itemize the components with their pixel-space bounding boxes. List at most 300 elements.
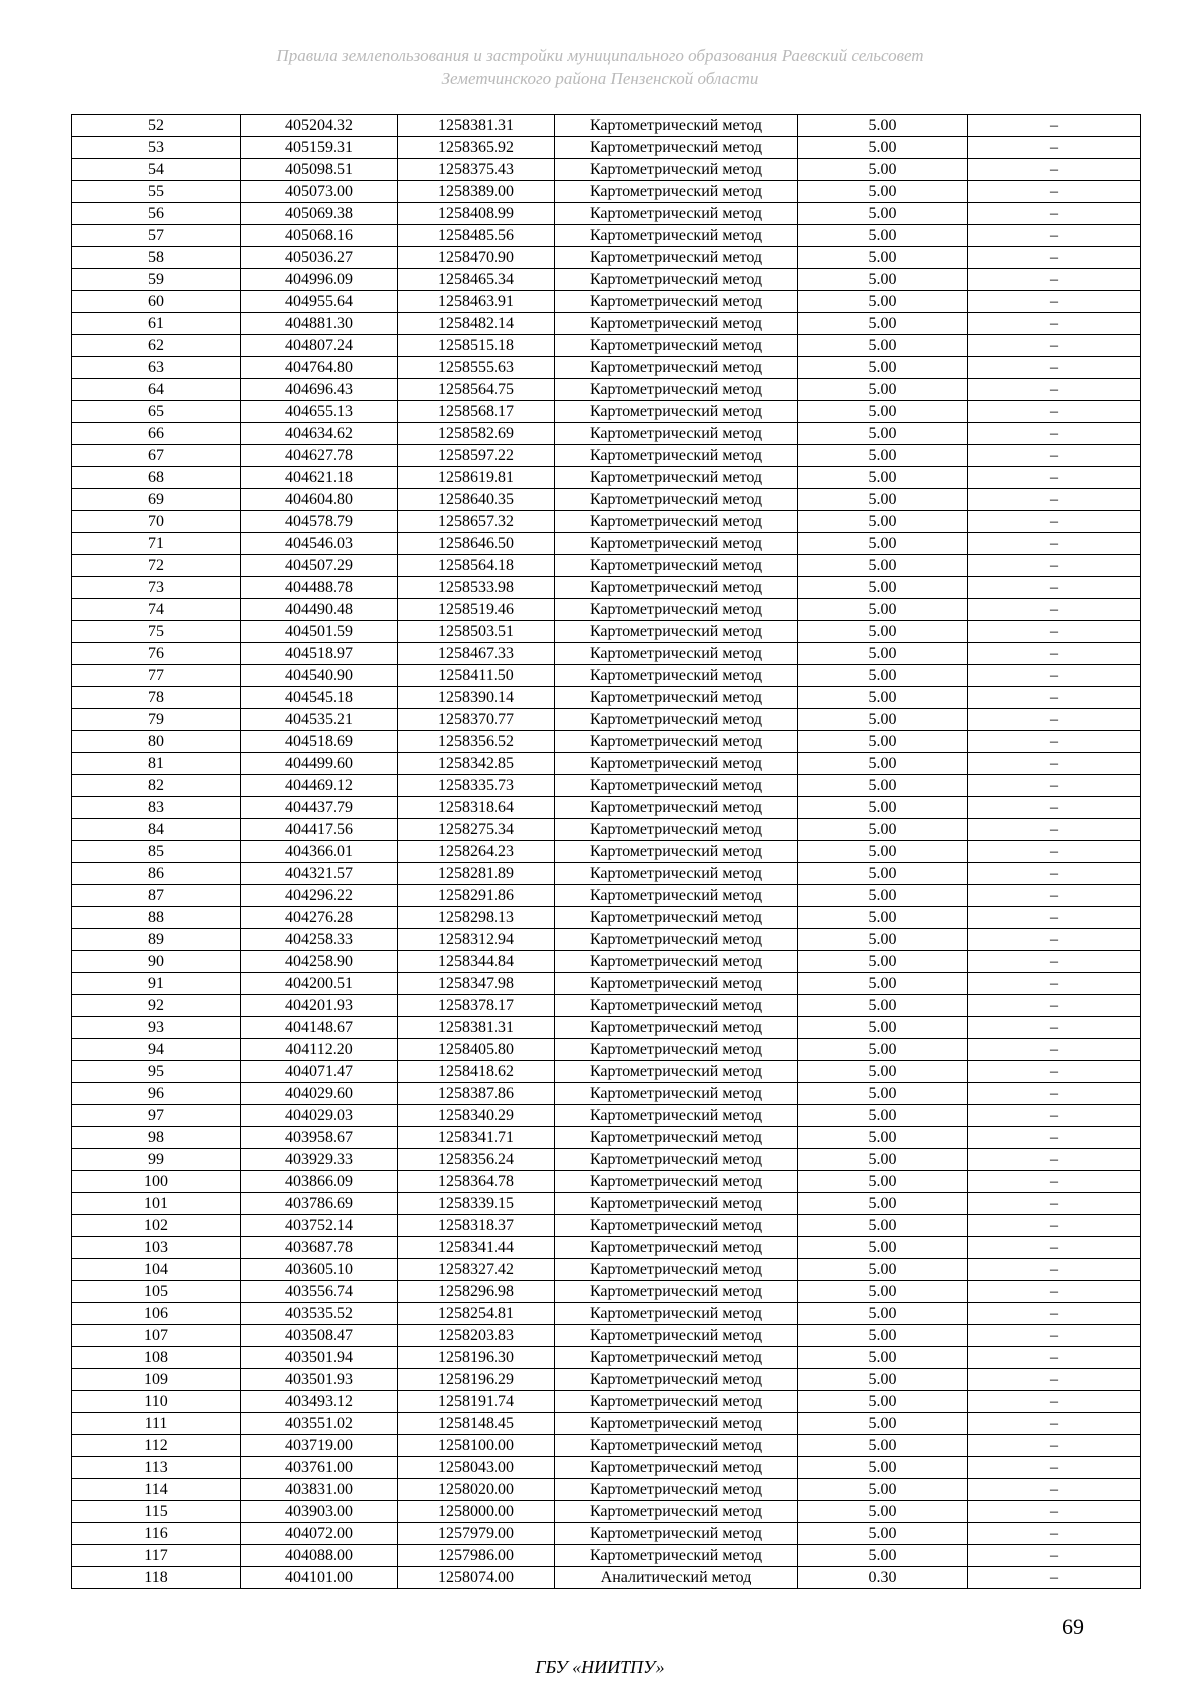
coordinates-table [71,114,1141,1589]
x-coordinate-cell: 404518.69 [241,731,398,753]
x-coordinate-cell: 403551.02 [241,1413,398,1435]
y-coordinate-cell: 1258564.18 [398,555,555,577]
table-row [72,1479,1141,1501]
accuracy-cell: 5.00 [798,335,968,357]
table-row [72,973,1141,995]
point-number-cell: 114 [72,1479,241,1501]
accuracy-cell: 5.00 [798,379,968,401]
point-number-cell: 65 [72,401,241,423]
method-cell: Картометрический метод [555,1325,798,1347]
table-row [72,1281,1141,1303]
x-coordinate-cell: 404501.59 [241,621,398,643]
table-row [72,1303,1141,1325]
table-row [72,709,1141,731]
y-coordinate-cell: 1258275.34 [398,819,555,841]
note-cell: – [968,1127,1141,1149]
x-coordinate-cell: 404604.80 [241,489,398,511]
x-coordinate-cell: 403929.33 [241,1149,398,1171]
y-coordinate-cell: 1258582.69 [398,423,555,445]
accuracy-cell: 5.00 [798,1105,968,1127]
accuracy-cell: 5.00 [798,1391,968,1413]
x-coordinate-cell: 403687.78 [241,1237,398,1259]
y-coordinate-cell: 1258100.00 [398,1435,555,1457]
x-coordinate-cell: 404655.13 [241,401,398,423]
method-cell: Картометрический метод [555,533,798,555]
y-coordinate-cell: 1258467.33 [398,643,555,665]
method-cell: Картометрический метод [555,1281,798,1303]
x-coordinate-cell: 404696.43 [241,379,398,401]
accuracy-cell: 5.00 [798,511,968,533]
table-row [72,1413,1141,1435]
method-cell: Картометрический метод [555,1501,798,1523]
method-cell: Картометрический метод [555,1457,798,1479]
table-row [72,1545,1141,1567]
x-coordinate-cell: 404276.28 [241,907,398,929]
x-coordinate-cell: 404201.93 [241,995,398,1017]
point-number-cell: 103 [72,1237,241,1259]
accuracy-cell: 5.00 [798,1039,968,1061]
x-coordinate-cell: 403719.00 [241,1435,398,1457]
point-number-cell: 80 [72,731,241,753]
point-number-cell: 118 [72,1567,241,1589]
method-cell: Картометрический метод [555,709,798,731]
accuracy-cell: 5.00 [798,1413,968,1435]
accuracy-cell: 5.00 [798,1545,968,1567]
x-coordinate-cell: 404366.01 [241,841,398,863]
table-row [72,1083,1141,1105]
table-row [72,137,1141,159]
table-row [72,643,1141,665]
y-coordinate-cell: 1258340.29 [398,1105,555,1127]
x-coordinate-cell: 403493.12 [241,1391,398,1413]
y-coordinate-cell: 1258318.37 [398,1215,555,1237]
note-cell: – [968,885,1141,907]
table-row [72,841,1141,863]
method-cell: Картометрический метод [555,1039,798,1061]
table-row [72,1193,1141,1215]
note-cell: – [968,1171,1141,1193]
table-row [72,181,1141,203]
table-row [72,489,1141,511]
y-coordinate-cell: 1258533.98 [398,577,555,599]
method-cell: Картометрический метод [555,665,798,687]
page-footer: ГБУ «НИИТПУ» [535,1657,665,1677]
method-cell: Картометрический метод [555,489,798,511]
point-number-cell: 104 [72,1259,241,1281]
x-coordinate-cell: 404507.29 [241,555,398,577]
accuracy-cell: 5.00 [798,885,968,907]
table-row [72,1523,1141,1545]
accuracy-cell: 5.00 [798,731,968,753]
accuracy-cell: 5.00 [798,1237,968,1259]
note-cell: – [968,335,1141,357]
y-coordinate-cell: 1258564.75 [398,379,555,401]
x-coordinate-cell: 404437.79 [241,797,398,819]
point-number-cell: 89 [72,929,241,951]
table-row [72,379,1141,401]
note-cell: – [968,621,1141,643]
y-coordinate-cell: 1257986.00 [398,1545,555,1567]
accuracy-cell: 5.00 [798,1061,968,1083]
y-coordinate-cell: 1258264.23 [398,841,555,863]
point-number-cell: 101 [72,1193,241,1215]
point-number-cell: 62 [72,335,241,357]
table-row [72,533,1141,555]
point-number-cell: 94 [72,1039,241,1061]
x-coordinate-cell: 404540.90 [241,665,398,687]
y-coordinate-cell: 1258296.98 [398,1281,555,1303]
accuracy-cell: 5.00 [798,973,968,995]
table-row [72,225,1141,247]
method-cell: Картометрический метод [555,929,798,951]
y-coordinate-cell: 1258000.00 [398,1501,555,1523]
x-coordinate-cell: 405069.38 [241,203,398,225]
accuracy-cell: 5.00 [798,1325,968,1347]
method-cell: Картометрический метод [555,467,798,489]
table-row [72,929,1141,951]
note-cell: – [968,1567,1141,1589]
table-row [72,555,1141,577]
accuracy-cell: 5.00 [798,643,968,665]
table-row [72,753,1141,775]
method-cell: Картометрический метод [555,203,798,225]
accuracy-cell: 5.00 [798,115,968,137]
y-coordinate-cell: 1258291.86 [398,885,555,907]
note-cell: – [968,247,1141,269]
accuracy-cell: 5.00 [798,159,968,181]
x-coordinate-cell: 404200.51 [241,973,398,995]
note-cell: – [968,313,1141,335]
accuracy-cell: 5.00 [798,247,968,269]
x-coordinate-cell: 404088.00 [241,1545,398,1567]
table-row [72,1061,1141,1083]
accuracy-cell: 5.00 [798,1303,968,1325]
table-row [72,599,1141,621]
accuracy-cell: 5.00 [798,203,968,225]
accuracy-cell: 5.00 [798,269,968,291]
method-cell: Картометрический метод [555,819,798,841]
table-row [72,1501,1141,1523]
table-row [72,313,1141,335]
x-coordinate-cell: 405036.27 [241,247,398,269]
accuracy-cell: 5.00 [798,621,968,643]
point-number-cell: 77 [72,665,241,687]
y-coordinate-cell: 1258503.51 [398,621,555,643]
point-number-cell: 88 [72,907,241,929]
x-coordinate-cell: 404101.00 [241,1567,398,1589]
point-number-cell: 97 [72,1105,241,1127]
method-cell: Картометрический метод [555,907,798,929]
note-cell: – [968,1105,1141,1127]
method-cell: Картометрический метод [555,335,798,357]
y-coordinate-cell: 1258657.32 [398,511,555,533]
y-coordinate-cell: 1258519.46 [398,599,555,621]
method-cell: Картометрический метод [555,181,798,203]
note-cell: – [968,489,1141,511]
point-number-cell: 84 [72,819,241,841]
table-row [72,1127,1141,1149]
point-number-cell: 60 [72,291,241,313]
note-cell: – [968,115,1141,137]
method-cell: Картометрический метод [555,159,798,181]
table-row [72,467,1141,489]
accuracy-cell: 5.00 [798,401,968,423]
table-row [72,863,1141,885]
y-coordinate-cell: 1258370.77 [398,709,555,731]
method-cell: Картометрический метод [555,731,798,753]
method-cell: Картометрический метод [555,885,798,907]
accuracy-cell: 5.00 [798,181,968,203]
point-number-cell: 99 [72,1149,241,1171]
table-row [72,797,1141,819]
accuracy-cell: 5.00 [798,137,968,159]
accuracy-cell: 5.00 [798,1457,968,1479]
note-cell: – [968,225,1141,247]
accuracy-cell: 5.00 [798,775,968,797]
x-coordinate-cell: 403903.00 [241,1501,398,1523]
method-cell: Картометрический метод [555,269,798,291]
method-cell: Картометрический метод [555,1193,798,1215]
table-row [72,907,1141,929]
accuracy-cell: 5.00 [798,577,968,599]
method-cell: Картометрический метод [555,1171,798,1193]
x-coordinate-cell: 405068.16 [241,225,398,247]
method-cell: Картометрический метод [555,951,798,973]
accuracy-cell: 5.00 [798,753,968,775]
table-row [72,115,1141,137]
accuracy-cell: 5.00 [798,1369,968,1391]
accuracy-cell: 5.00 [798,291,968,313]
x-coordinate-cell: 404545.18 [241,687,398,709]
method-cell: Картометрический метод [555,1391,798,1413]
x-coordinate-cell: 404499.60 [241,753,398,775]
point-number-cell: 56 [72,203,241,225]
method-cell: Картометрический метод [555,313,798,335]
note-cell: – [968,401,1141,423]
table-row [72,335,1141,357]
accuracy-cell: 5.00 [798,841,968,863]
x-coordinate-cell: 404258.90 [241,951,398,973]
x-coordinate-cell: 403508.47 [241,1325,398,1347]
note-cell: – [968,797,1141,819]
method-cell: Картометрический метод [555,863,798,885]
y-coordinate-cell: 1258196.30 [398,1347,555,1369]
table-row [72,687,1141,709]
x-coordinate-cell: 404518.97 [241,643,398,665]
x-coordinate-cell: 405073.00 [241,181,398,203]
note-cell: – [968,1259,1141,1281]
x-coordinate-cell: 404490.48 [241,599,398,621]
x-coordinate-cell: 403786.69 [241,1193,398,1215]
y-coordinate-cell: 1257979.00 [398,1523,555,1545]
x-coordinate-cell: 404469.12 [241,775,398,797]
method-cell: Картометрический метод [555,1523,798,1545]
y-coordinate-cell: 1258619.81 [398,467,555,489]
method-cell: Картометрический метод [555,357,798,379]
accuracy-cell: 5.00 [798,995,968,1017]
point-number-cell: 79 [72,709,241,731]
y-coordinate-cell: 1258341.44 [398,1237,555,1259]
x-coordinate-cell: 404621.18 [241,467,398,489]
note-cell: – [968,1413,1141,1435]
x-coordinate-cell: 404071.47 [241,1061,398,1083]
accuracy-cell: 5.00 [798,423,968,445]
x-coordinate-cell: 403958.67 [241,1127,398,1149]
x-coordinate-cell: 404627.78 [241,445,398,467]
note-cell: – [968,753,1141,775]
accuracy-cell: 5.00 [798,1171,968,1193]
y-coordinate-cell: 1258191.74 [398,1391,555,1413]
table-row [72,1215,1141,1237]
point-number-cell: 111 [72,1413,241,1435]
note-cell: – [968,1347,1141,1369]
accuracy-cell: 5.00 [798,1127,968,1149]
accuracy-cell: 5.00 [798,797,968,819]
table-row [72,159,1141,181]
accuracy-cell: 5.00 [798,533,968,555]
point-number-cell: 81 [72,753,241,775]
x-coordinate-cell: 404996.09 [241,269,398,291]
y-coordinate-cell: 1258196.29 [398,1369,555,1391]
x-coordinate-cell: 404535.21 [241,709,398,731]
accuracy-cell: 5.00 [798,467,968,489]
y-coordinate-cell: 1258411.50 [398,665,555,687]
note-cell: – [968,995,1141,1017]
note-cell: – [968,687,1141,709]
method-cell: Картометрический метод [555,511,798,533]
point-number-cell: 83 [72,797,241,819]
accuracy-cell: 5.00 [798,489,968,511]
accuracy-cell: 5.00 [798,599,968,621]
y-coordinate-cell: 1258203.83 [398,1325,555,1347]
method-cell: Картометрический метод [555,1083,798,1105]
note-cell: – [968,841,1141,863]
point-number-cell: 93 [72,1017,241,1039]
method-cell: Картометрический метод [555,687,798,709]
accuracy-cell: 5.00 [798,357,968,379]
table-row [72,1017,1141,1039]
point-number-cell: 63 [72,357,241,379]
point-number-cell: 115 [72,1501,241,1523]
y-coordinate-cell: 1258298.13 [398,907,555,929]
method-cell: Картометрический метод [555,621,798,643]
method-cell: Картометрический метод [555,247,798,269]
header-line-2: Земетчинского района Пензенской области [441,69,759,88]
accuracy-cell: 5.00 [798,1479,968,1501]
point-number-cell: 108 [72,1347,241,1369]
point-number-cell: 87 [72,885,241,907]
point-number-cell: 78 [72,687,241,709]
accuracy-cell: 5.00 [798,819,968,841]
x-coordinate-cell: 404029.60 [241,1083,398,1105]
x-coordinate-cell: 404764.80 [241,357,398,379]
method-cell: Картометрический метод [555,841,798,863]
y-coordinate-cell: 1258347.98 [398,973,555,995]
note-cell: – [968,929,1141,951]
method-cell: Картометрический метод [555,1105,798,1127]
table-row [72,621,1141,643]
method-cell: Картометрический метод [555,225,798,247]
point-number-cell: 53 [72,137,241,159]
y-coordinate-cell: 1258356.52 [398,731,555,753]
method-cell: Картометрический метод [555,1435,798,1457]
method-cell: Картометрический метод [555,423,798,445]
x-coordinate-cell: 404578.79 [241,511,398,533]
note-cell: – [968,643,1141,665]
accuracy-cell: 0.30 [798,1567,968,1589]
y-coordinate-cell: 1258281.89 [398,863,555,885]
x-coordinate-cell: 404321.57 [241,863,398,885]
method-cell: Картометрический метод [555,1017,798,1039]
table-row [72,401,1141,423]
y-coordinate-cell: 1258646.50 [398,533,555,555]
x-coordinate-cell: 404148.67 [241,1017,398,1039]
x-coordinate-cell: 404072.00 [241,1523,398,1545]
note-cell: – [968,511,1141,533]
y-coordinate-cell: 1258375.43 [398,159,555,181]
note-cell: – [968,973,1141,995]
y-coordinate-cell: 1258408.99 [398,203,555,225]
method-cell: Картометрический метод [555,643,798,665]
note-cell: – [968,665,1141,687]
note-cell: – [968,1523,1141,1545]
note-cell: – [968,291,1141,313]
y-coordinate-cell: 1258341.71 [398,1127,555,1149]
method-cell: Картометрический метод [555,445,798,467]
point-number-cell: 95 [72,1061,241,1083]
table-row [72,1039,1141,1061]
y-coordinate-cell: 1258339.15 [398,1193,555,1215]
y-coordinate-cell: 1258335.73 [398,775,555,797]
x-coordinate-cell: 403501.93 [241,1369,398,1391]
coordinates-table-body [72,115,1141,1589]
point-number-cell: 72 [72,555,241,577]
table-row [72,819,1141,841]
accuracy-cell: 5.00 [798,907,968,929]
table-row [72,1325,1141,1347]
method-cell: Картометрический метод [555,1545,798,1567]
note-cell: – [968,159,1141,181]
y-coordinate-cell: 1258148.45 [398,1413,555,1435]
accuracy-cell: 5.00 [798,709,968,731]
point-number-cell: 98 [72,1127,241,1149]
accuracy-cell: 5.00 [798,313,968,335]
note-cell: – [968,269,1141,291]
point-number-cell: 54 [72,159,241,181]
method-cell: Аналитический метод [555,1567,798,1589]
method-cell: Картометрический метод [555,1061,798,1083]
table-row [72,775,1141,797]
point-number-cell: 96 [72,1083,241,1105]
point-number-cell: 59 [72,269,241,291]
accuracy-cell: 5.00 [798,687,968,709]
note-cell: – [968,1017,1141,1039]
y-coordinate-cell: 1258043.00 [398,1457,555,1479]
note-cell: – [968,1391,1141,1413]
method-cell: Картометрический метод [555,1259,798,1281]
table-row [72,885,1141,907]
y-coordinate-cell: 1258312.94 [398,929,555,951]
note-cell: – [968,863,1141,885]
method-cell: Картометрический метод [555,577,798,599]
x-coordinate-cell: 404881.30 [241,313,398,335]
point-number-cell: 85 [72,841,241,863]
note-cell: – [968,951,1141,973]
point-number-cell: 61 [72,313,241,335]
table-row [72,203,1141,225]
x-coordinate-cell: 404546.03 [241,533,398,555]
method-cell: Картометрический метод [555,115,798,137]
